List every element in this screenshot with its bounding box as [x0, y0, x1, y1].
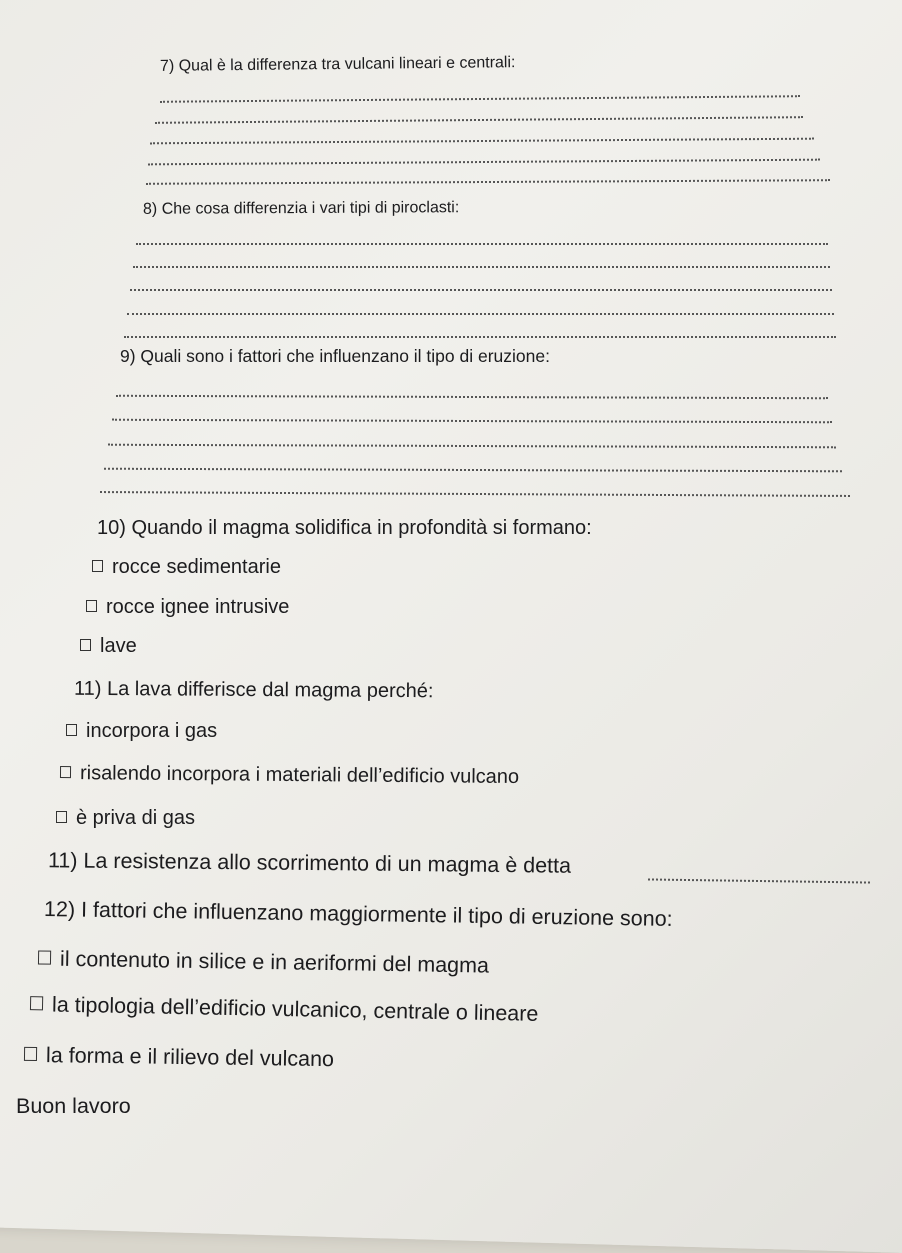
- checkbox-icon[interactable]: [56, 811, 67, 823]
- answer-line[interactable]: [127, 313, 834, 315]
- checkbox-icon[interactable]: [38, 950, 51, 964]
- question-8: 8) Che cosa differenzia i vari tipi di piroclasti:: [142, 199, 460, 218]
- question-12: 12) I fattori che influenzano maggiormente il tipo di eruzione sono:: [43, 897, 673, 931]
- option-risalendo-incorpora[interactable]: risalendo incorpora i materiali dell’edificio vulcano: [60, 762, 519, 789]
- option-rocce-ignee-intrusive[interactable]: rocce ignee intrusive: [86, 596, 289, 619]
- question-10: 10) Quando il magma solidifica in profondità si formano:: [97, 517, 592, 539]
- question-11-resistenza: 11) La resistenza allo scorrimento di un magma è detta: [47, 848, 572, 878]
- option-lave[interactable]: lave: [80, 635, 137, 658]
- checkbox-icon[interactable]: [66, 724, 77, 736]
- answer-line[interactable]: [136, 243, 828, 245]
- option-incorpora-i-gas[interactable]: incorpora i gas: [66, 720, 217, 743]
- option-rocce-sedimentarie[interactable]: rocce sedimentarie: [92, 556, 281, 579]
- question-11-lava: 11) La lava differisce dal magma perché:: [73, 677, 434, 703]
- checkbox-icon[interactable]: [24, 1047, 37, 1061]
- question-9: 9) Quali sono i fattori che influenzano il tipo di eruzione:: [120, 346, 550, 366]
- closing-text: Buon lavoro: [16, 1094, 131, 1118]
- checkbox-icon[interactable]: [80, 639, 91, 651]
- option-priva-di-gas[interactable]: è priva di gas: [56, 807, 195, 830]
- answer-line[interactable]: [133, 266, 830, 268]
- option-tipologia-edificio[interactable]: la tipologia dell’edificio vulcanico, centrale o lineare: [30, 992, 539, 1027]
- checkbox-icon[interactable]: [86, 600, 97, 612]
- checkbox-icon[interactable]: [92, 560, 103, 572]
- answer-line[interactable]: [130, 289, 832, 291]
- option-contenuto-silice[interactable]: il contenuto in silice e in aeriformi del magma: [38, 946, 489, 978]
- answer-line[interactable]: [124, 336, 836, 338]
- question-7: 7) Qual è la differenza tra vulcani lineari e centrali:: [159, 54, 516, 75]
- checkbox-icon[interactable]: [60, 766, 71, 778]
- checkbox-icon[interactable]: [30, 996, 43, 1010]
- option-forma-rilievo[interactable]: la forma e il rilievo del vulcano: [24, 1043, 334, 1072]
